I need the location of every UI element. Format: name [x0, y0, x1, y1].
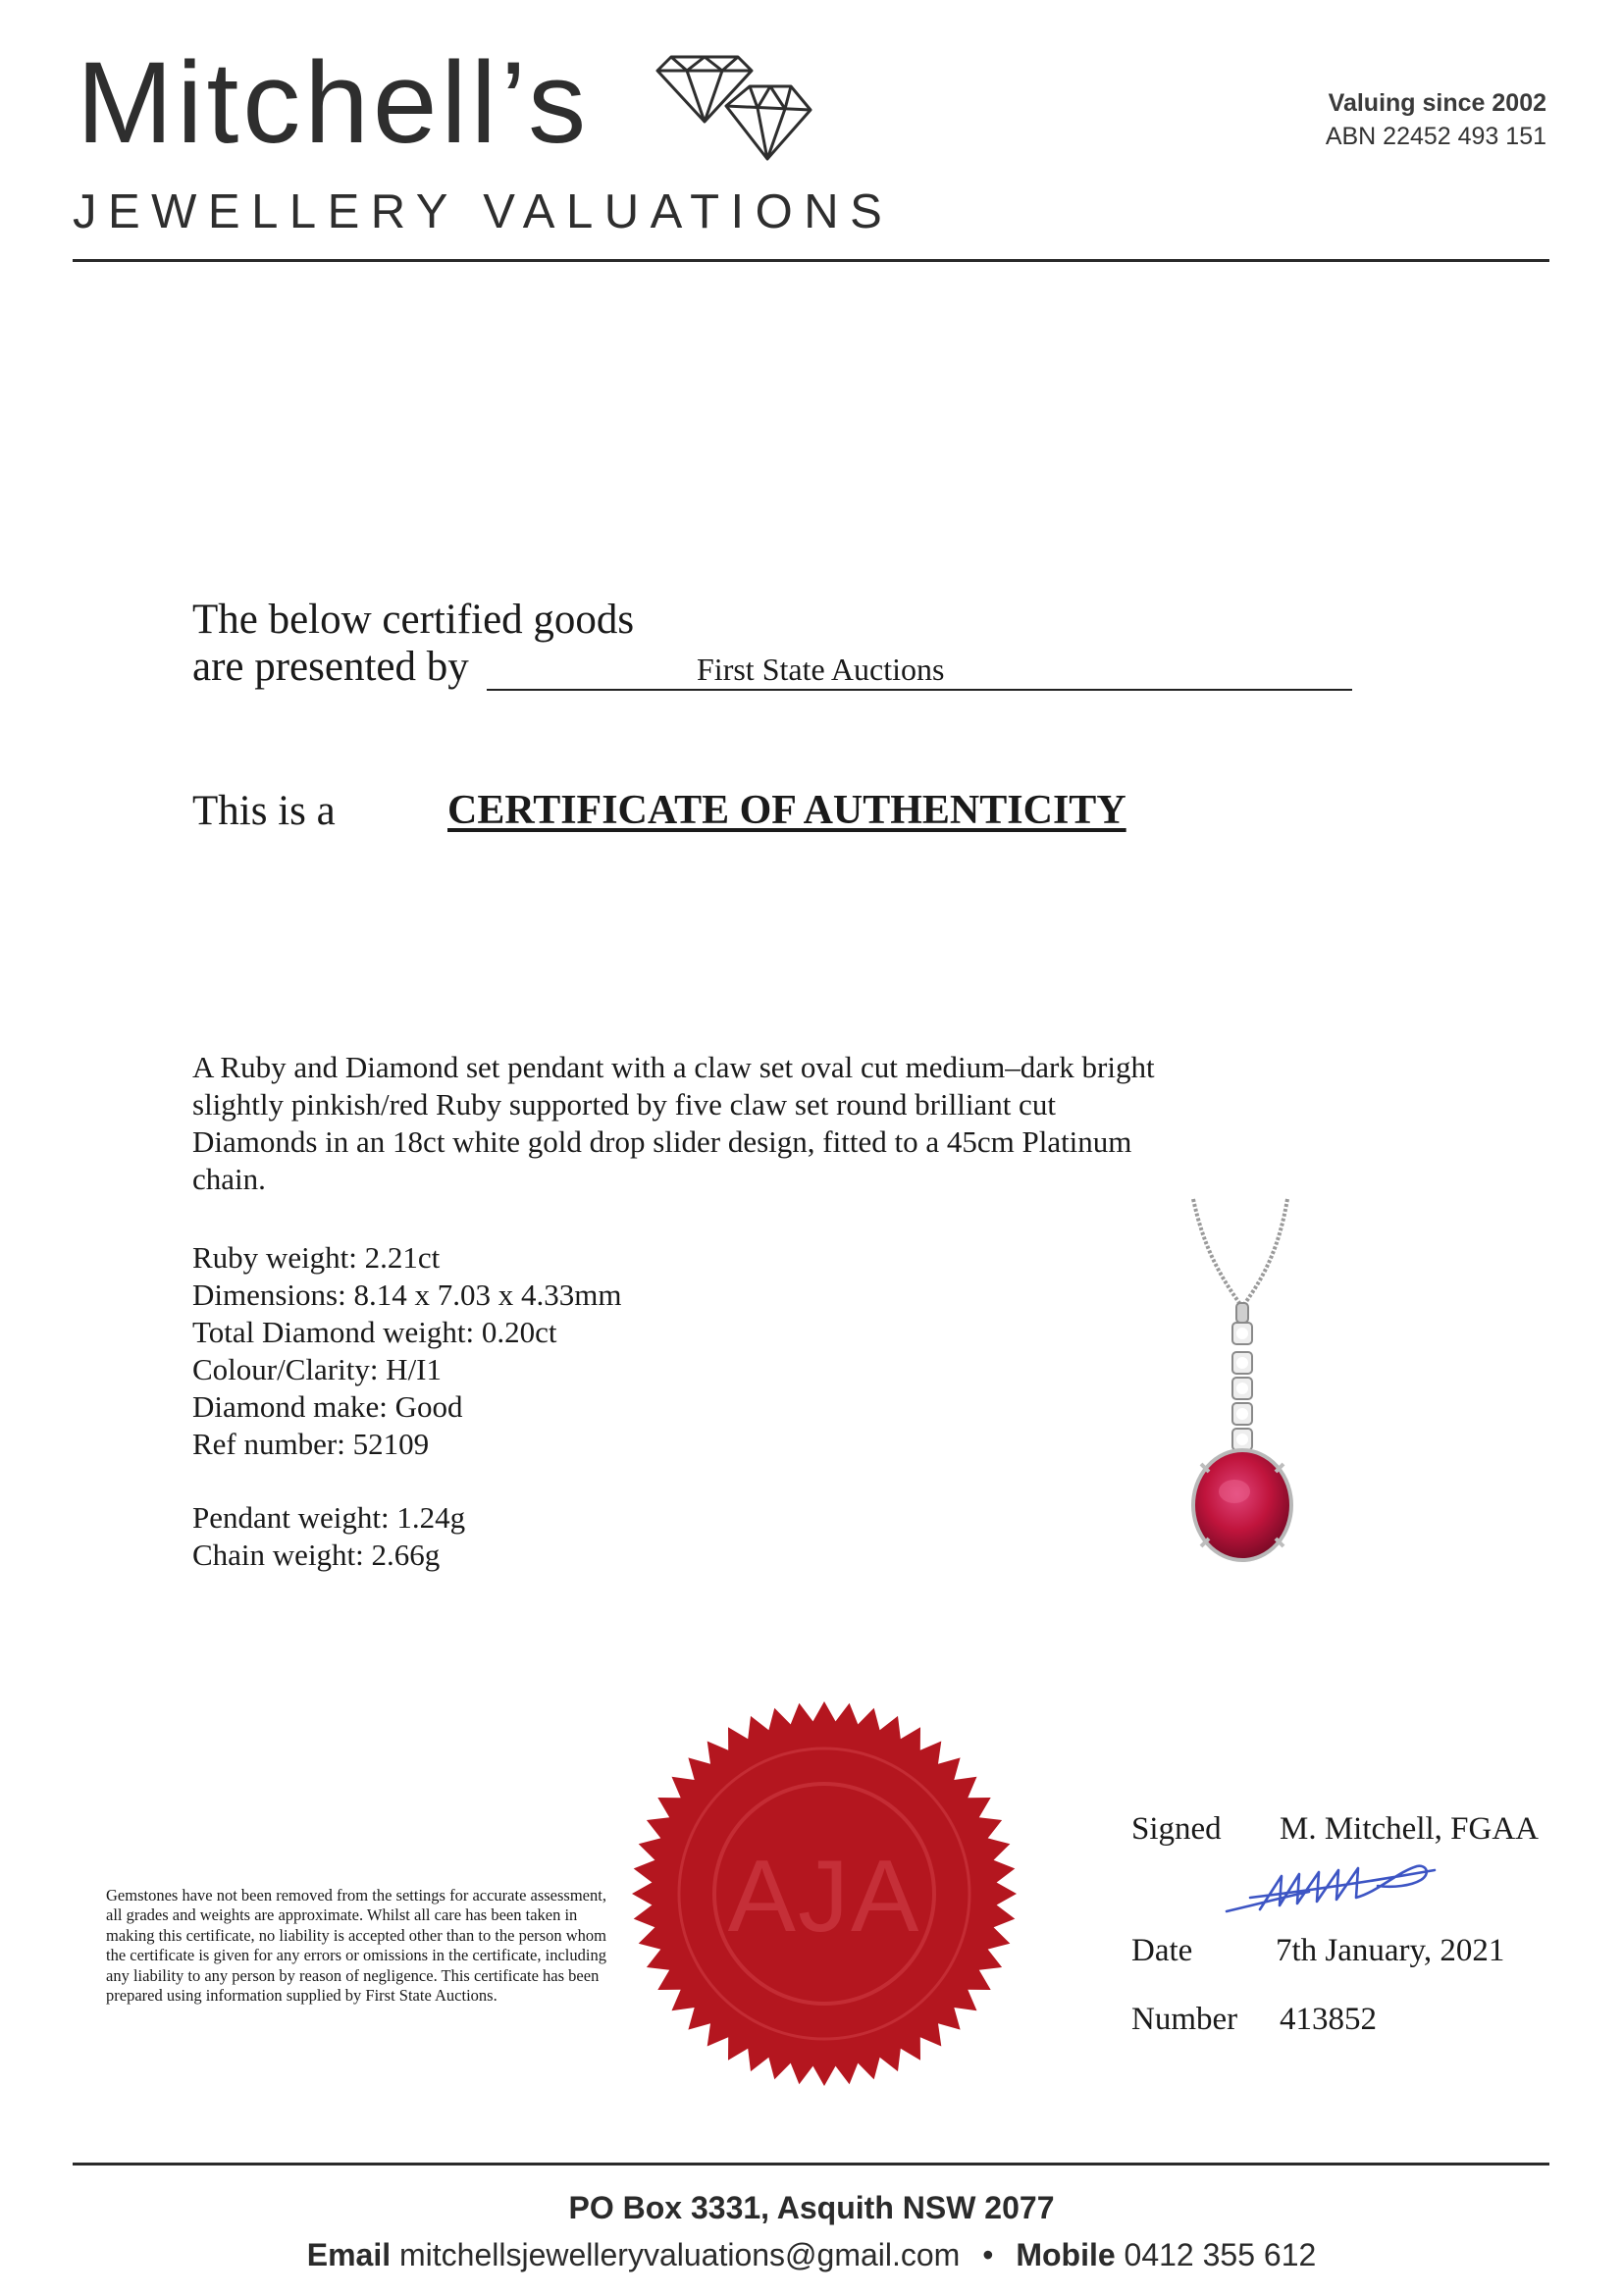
- brand-subtitle: JEWELLERY VALUATIONS: [73, 185, 894, 238]
- mobile-label: Mobile: [1016, 2237, 1116, 2272]
- signed-label: Signed: [1131, 1811, 1222, 1847]
- email-label: Email: [306, 2237, 392, 2272]
- spec-colour-clarity: Colour/Clarity: H/I1: [192, 1352, 443, 1386]
- number-label: Number: [1131, 2002, 1238, 2037]
- abn-text: ABN 22452 493 151: [1325, 123, 1546, 150]
- tagline-text: Valuing since 2002: [1328, 89, 1546, 117]
- wax-seal: [628, 1697, 1021, 2090]
- mobile-number[interactable]: 0412 355 612: [1124, 2237, 1317, 2272]
- spec-ruby-weight: Ruby weight: 2.21ct: [192, 1240, 441, 1275]
- intro-line-1: The below certified goods: [192, 597, 635, 643]
- certificate-date: 7th January, 2021: [1276, 1933, 1505, 1968]
- certificate-prefix: This is a: [192, 788, 336, 834]
- spec-ref-number: Ref number: 52109: [192, 1427, 430, 1461]
- spec-dimensions: Dimensions: 8.14 x 7.03 x 4.33mm: [192, 1278, 622, 1312]
- disclaimer-text: Gemstones have not been removed from the settings for accurate assessment, all grades and weights are approximate. Whilst all care has been taken in making this certificate, no liability is accepted other than to the person whom the certificate is given for any errors or omissions in the certificate, including any liability to any person by reason of negligence. This certificate has been prepared using information supplied by First State Auctions.: [106, 1886, 606, 2006]
- chain-weight: Chain weight: 2.66g: [192, 1538, 441, 1572]
- header-divider: [73, 259, 1549, 262]
- pendant-weight: Pendant weight: 1.24g: [192, 1500, 466, 1535]
- signature: [1221, 1852, 1442, 1923]
- date-label: Date: [1131, 1933, 1193, 1968]
- header-tagline: [1326, 86, 1546, 153]
- item-description: A Ruby and Diamond set pendant with a claw set oval cut medium–dark bright slightly pinkish/red Ruby supported by five claw set round brilliant cut Diamonds in an 18ct white gold drop slider design, fitted to a 45cm Platinum chain.: [192, 1050, 1155, 1196]
- signer-name: M. Mitchell, FGAA: [1280, 1811, 1539, 1847]
- diamond-icon: [648, 53, 816, 163]
- footer-divider: [73, 2163, 1549, 2166]
- footer-address: PO Box 3331, Asquith NSW 2077: [568, 2190, 1055, 2225]
- footer-contact: [0, 2237, 1623, 2273]
- seal-initials: AJA: [727, 1840, 921, 1954]
- separator-dot: •: [982, 2237, 994, 2272]
- pendant-image: [1174, 1195, 1311, 1580]
- item-specs: [192, 1239, 621, 1463]
- spec-diamond-make: Diamond make: Good: [192, 1389, 463, 1424]
- brand-name: Mitchell’s: [77, 38, 591, 168]
- spec-diamond-weight: Total Diamond weight: 0.20ct: [192, 1315, 557, 1349]
- intro-text: [192, 597, 634, 691]
- certificate-title: CERTIFICATE OF AUTHENTICITY: [447, 788, 1126, 833]
- presenter-name: First State Auctions: [697, 652, 945, 687]
- certificate-number: 413852: [1280, 2002, 1377, 2037]
- email-link[interactable]: mitchellsjewelleryvaluations@gmail.com: [398, 2237, 961, 2272]
- intro-line-2: are presented by: [192, 644, 469, 690]
- item-weights: [192, 1499, 465, 1574]
